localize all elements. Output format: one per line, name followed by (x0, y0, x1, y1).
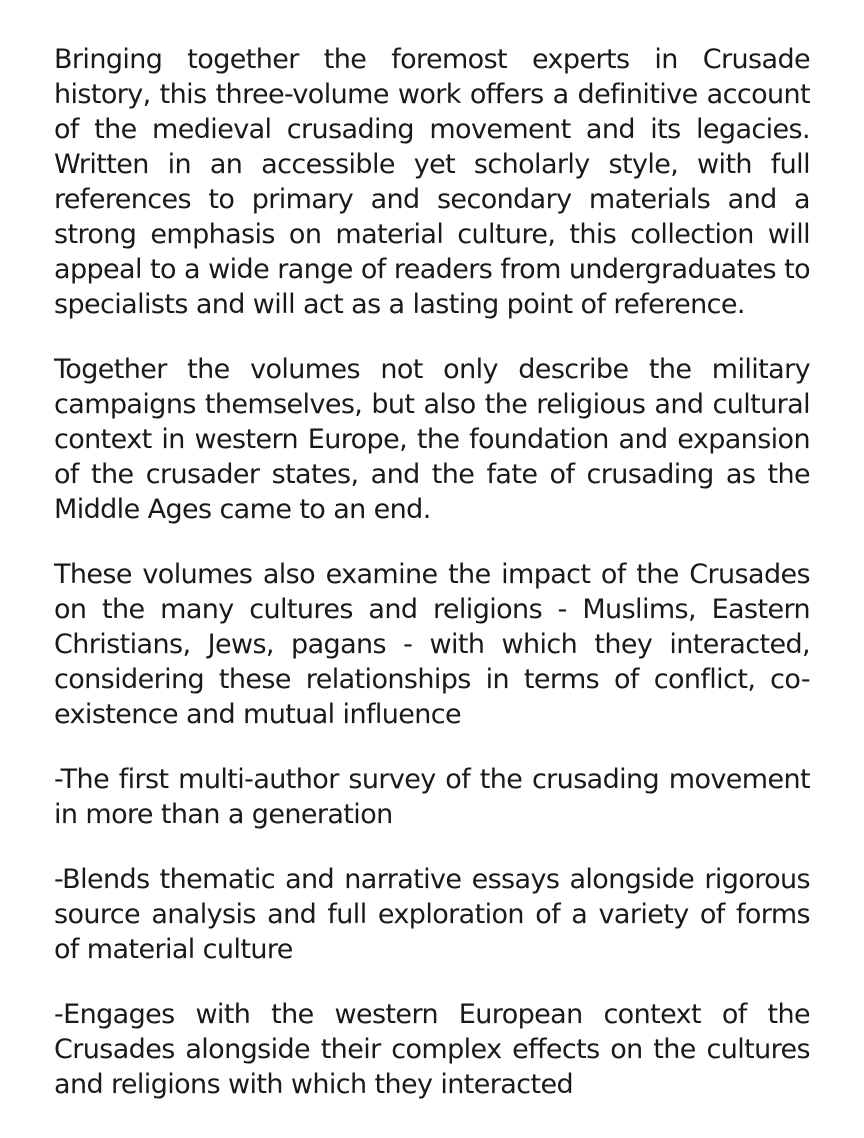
description-paragraph-3: These volumes also examine the impact of the Crusades on the many cultures and religions - Muslims, Eastern Christians, Jews, pagans - with which they interacted, considering these relationships in terms of conflict, co-existence and mutual influence (54, 559, 810, 730)
feature-bullet-1: -The first multi-author survey of the crusading movement in more than a generation (54, 764, 810, 830)
book-description (54, 42, 810, 1102)
feature-bullet-2: -Blends thematic and narrative essays alongside rigorous source analysis and full exploration of a variety of forms of material culture (54, 864, 810, 965)
description-paragraph-1: Bringing together the foremost experts in Crusade history, this three-volume work offers a definitive account of the medieval crusading movement and its legacies. Written in an accessible yet scholarly style, with full references to primary and secondary materials and a strong emphasis on material culture, this collection will appeal to a wide range of readers from undergraduates to specialists and will act as a lasting point of reference. (54, 44, 810, 320)
feature-bullet-3: -Engages with the western European context of the Crusades alongside their complex effects on the cultures and religions with which they interacted (54, 999, 810, 1100)
description-paragraph-2: Together the volumes not only describe the military campaigns themselves, but also the religious and cultural context in western Europe, the foundation and expansion of the crusader states, and the fate of crusading as the Middle Ages came to an end. (54, 354, 810, 525)
